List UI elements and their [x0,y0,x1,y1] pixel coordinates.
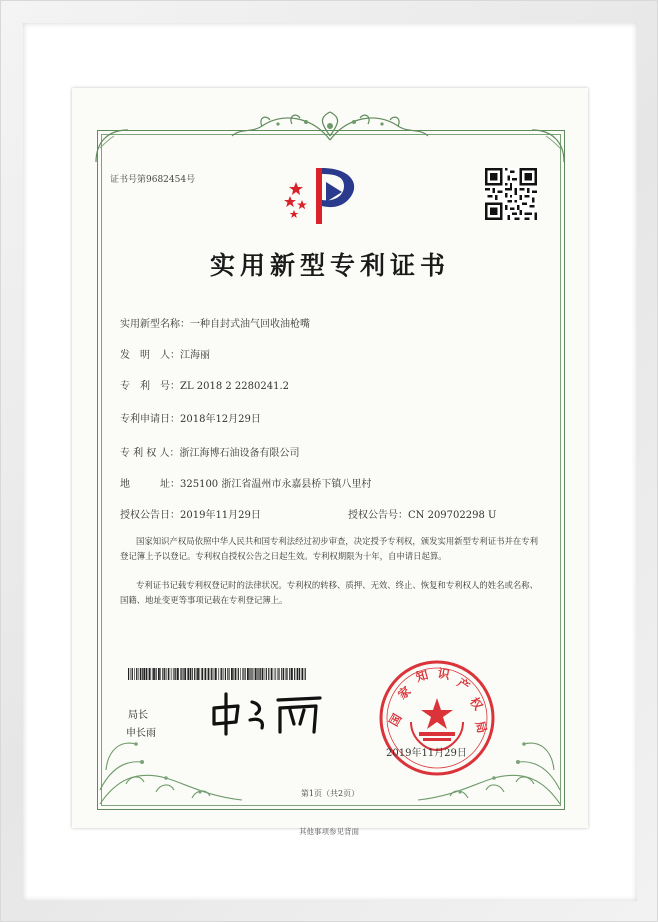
barcode-bar [158,668,160,680]
field-utility-model-name [120,315,310,330]
field-value: 浙江海博石油设备有限公司 [179,448,300,459]
barcode-bar [153,668,155,680]
barcode-bar [281,668,282,680]
barcode-bar [264,668,265,680]
barcode-bar [294,668,295,680]
barcode-bar [172,668,173,680]
barcode-bar [238,668,239,680]
field-label: 地 址： [120,479,180,490]
barcode-bar [181,668,182,680]
director-signature [208,688,326,736]
barcode-bar [143,668,145,680]
barcode-bar [260,668,261,680]
barcode-bar [162,668,163,680]
svg-text:家: 家 [395,683,414,703]
certificate-paper [72,88,588,828]
barcode-bar [243,668,244,680]
barcode-bar [177,668,179,680]
barcode-bar [134,668,135,680]
field-value: CN 209702298 U [408,510,497,521]
barcode-bar [160,668,161,680]
barcode-bar [168,668,169,680]
barcode-bar [268,668,269,680]
barcode-bar [249,668,250,680]
field-label: 专利申请日： [120,414,180,425]
field-value: 江海丽 [180,350,210,361]
barcode-bar [183,668,184,680]
svg-text:识: 识 [436,666,451,682]
field-value: 一种自封式油气回收油枪嘴 [190,319,310,330]
top-floral-ornament [222,106,438,146]
certificate-paragraph-1: 国家知识产权局依照中华人民共和国专利法经过初步审查，决定授予专利权，颁发实用新型专利证书并在专利登记簿上予以登记。专利权自授权公告之日起生效。专利权期限为十年，自申请日起算。 [120,536,538,561]
barcode-bar [166,668,167,680]
barcode-bar [278,668,279,680]
barcode-bar [302,668,304,680]
field-inventor [120,346,210,361]
barcode-bar [221,668,222,680]
field-label: 发 明 人： [120,350,180,361]
official-seal [377,658,497,778]
field-value: 325100 浙江省温州市永嘉县桥下镇八里村 [180,479,372,490]
barcode-bar [255,668,257,680]
barcode-bar [220,668,221,680]
barcode-bar [131,668,132,680]
barcode-bar [258,668,259,680]
field-publication-number [348,506,496,521]
barcode-bar [291,668,293,680]
barcode-bar [190,668,191,680]
barcode-bar [184,668,186,680]
barcode [128,668,308,680]
barcode-bar [305,668,306,680]
barcode-bar [187,668,189,680]
barcode-bar [247,668,249,680]
barcode-bar [283,668,284,680]
barcode-bar [205,668,207,680]
field-value: ZL 2018 2 2280241.2 [180,381,290,392]
barcode-bar [240,668,241,680]
svg-text:知: 知 [414,667,430,685]
svg-text:权: 权 [467,694,486,713]
barcode-bar [299,668,300,680]
field-label: 授权公告日： [120,510,180,521]
field-label: 授权公告号： [348,510,408,521]
top-right-corner-ornament [530,128,566,164]
barcode-bar [271,668,273,680]
field-value: 2018年12月29日 [180,414,261,425]
field-label: 专 利 权 人： [120,448,180,459]
patent-office-logo [282,162,368,228]
barcode-bar [194,668,195,680]
field-patent-number [120,377,289,392]
barcode-bar [211,668,212,680]
barcode-bar [218,668,219,680]
barcode-bar [132,668,133,680]
barcode-bar [214,668,215,680]
barcode-bar [192,668,193,680]
svg-text:局: 局 [472,719,490,735]
barcode-bar [180,668,181,680]
certificate-title: 实用新型专利证书 [209,251,450,280]
barcode-bar [200,668,201,680]
barcode-bar [254,668,255,680]
barcode-bar [223,668,224,680]
barcode-bar [175,668,176,680]
barcode-bar [251,668,252,680]
certificate-paragraph-2: 专利证书记载专利权登记时的法律状况。专利权的转移、质押、无效、终止、恢复和专利权人的姓名或名称、国籍、地址变更等事项记载在专利登记簿上。 [120,580,538,605]
seal-date: 2019年11月29日 [386,748,467,759]
barcode-bar [229,668,230,680]
barcode-bar [140,668,141,680]
barcode-bar [231,668,233,680]
svg-text:国: 国 [386,711,405,729]
barcode-bar [266,668,267,680]
barcode-bar [164,668,165,680]
barcode-bar [201,668,203,680]
barcode-bar [138,668,139,680]
field-label: 专 利 号： [120,381,180,392]
barcode-bar [173,668,174,680]
field-value: 2019年11月29日 [180,510,261,521]
barcode-bar [297,668,299,680]
barcode-bar [156,668,157,680]
barcode-bar [227,668,228,680]
barcode-bar [235,668,237,680]
barcode-bar [170,668,171,680]
barcode-bar [148,668,149,680]
barcode-bar [275,668,276,680]
barcode-bar [152,668,153,680]
barcode-bar [225,668,226,680]
director-name: 申长雨 [126,728,156,739]
qr-code [485,168,537,220]
barcode-bar [274,668,275,680]
barcode-bar [149,668,151,680]
barcode-bar [146,668,147,680]
barcode-bar [289,668,290,680]
barcode-bar [252,668,253,680]
director-title: 局长 [128,710,148,721]
barcode-bar [287,668,288,680]
page-number: 第1页（共2页） [300,789,360,798]
barcode-bar [196,668,197,680]
barcode-bar [213,668,214,680]
top-left-corner-ornament [94,128,130,164]
certificate-number: 证书号第9682454号 [110,175,196,185]
barcode-bar [215,668,217,680]
barcode-bar [136,668,137,680]
field-label: 实用新型名称： [120,319,190,330]
barcode-bar [245,668,246,680]
barcode-bar [277,668,278,680]
barcode-bar [242,668,243,680]
barcode-bar [128,668,129,680]
field-address [120,475,371,490]
barcode-bar [257,668,258,680]
field-application-date [120,410,261,425]
footer-note: 其他事项参见背面 [299,827,359,836]
barcode-bar [286,668,287,680]
svg-text:产: 产 [454,675,473,694]
barcode-bar [142,668,143,680]
barcode-bar [197,668,199,680]
barcode-bar [208,668,210,680]
barcode-bar [262,668,263,680]
barcode-bar [279,668,280,680]
field-grant-date [120,506,261,521]
field-patentee [120,444,300,459]
barcode-bar [233,668,234,680]
